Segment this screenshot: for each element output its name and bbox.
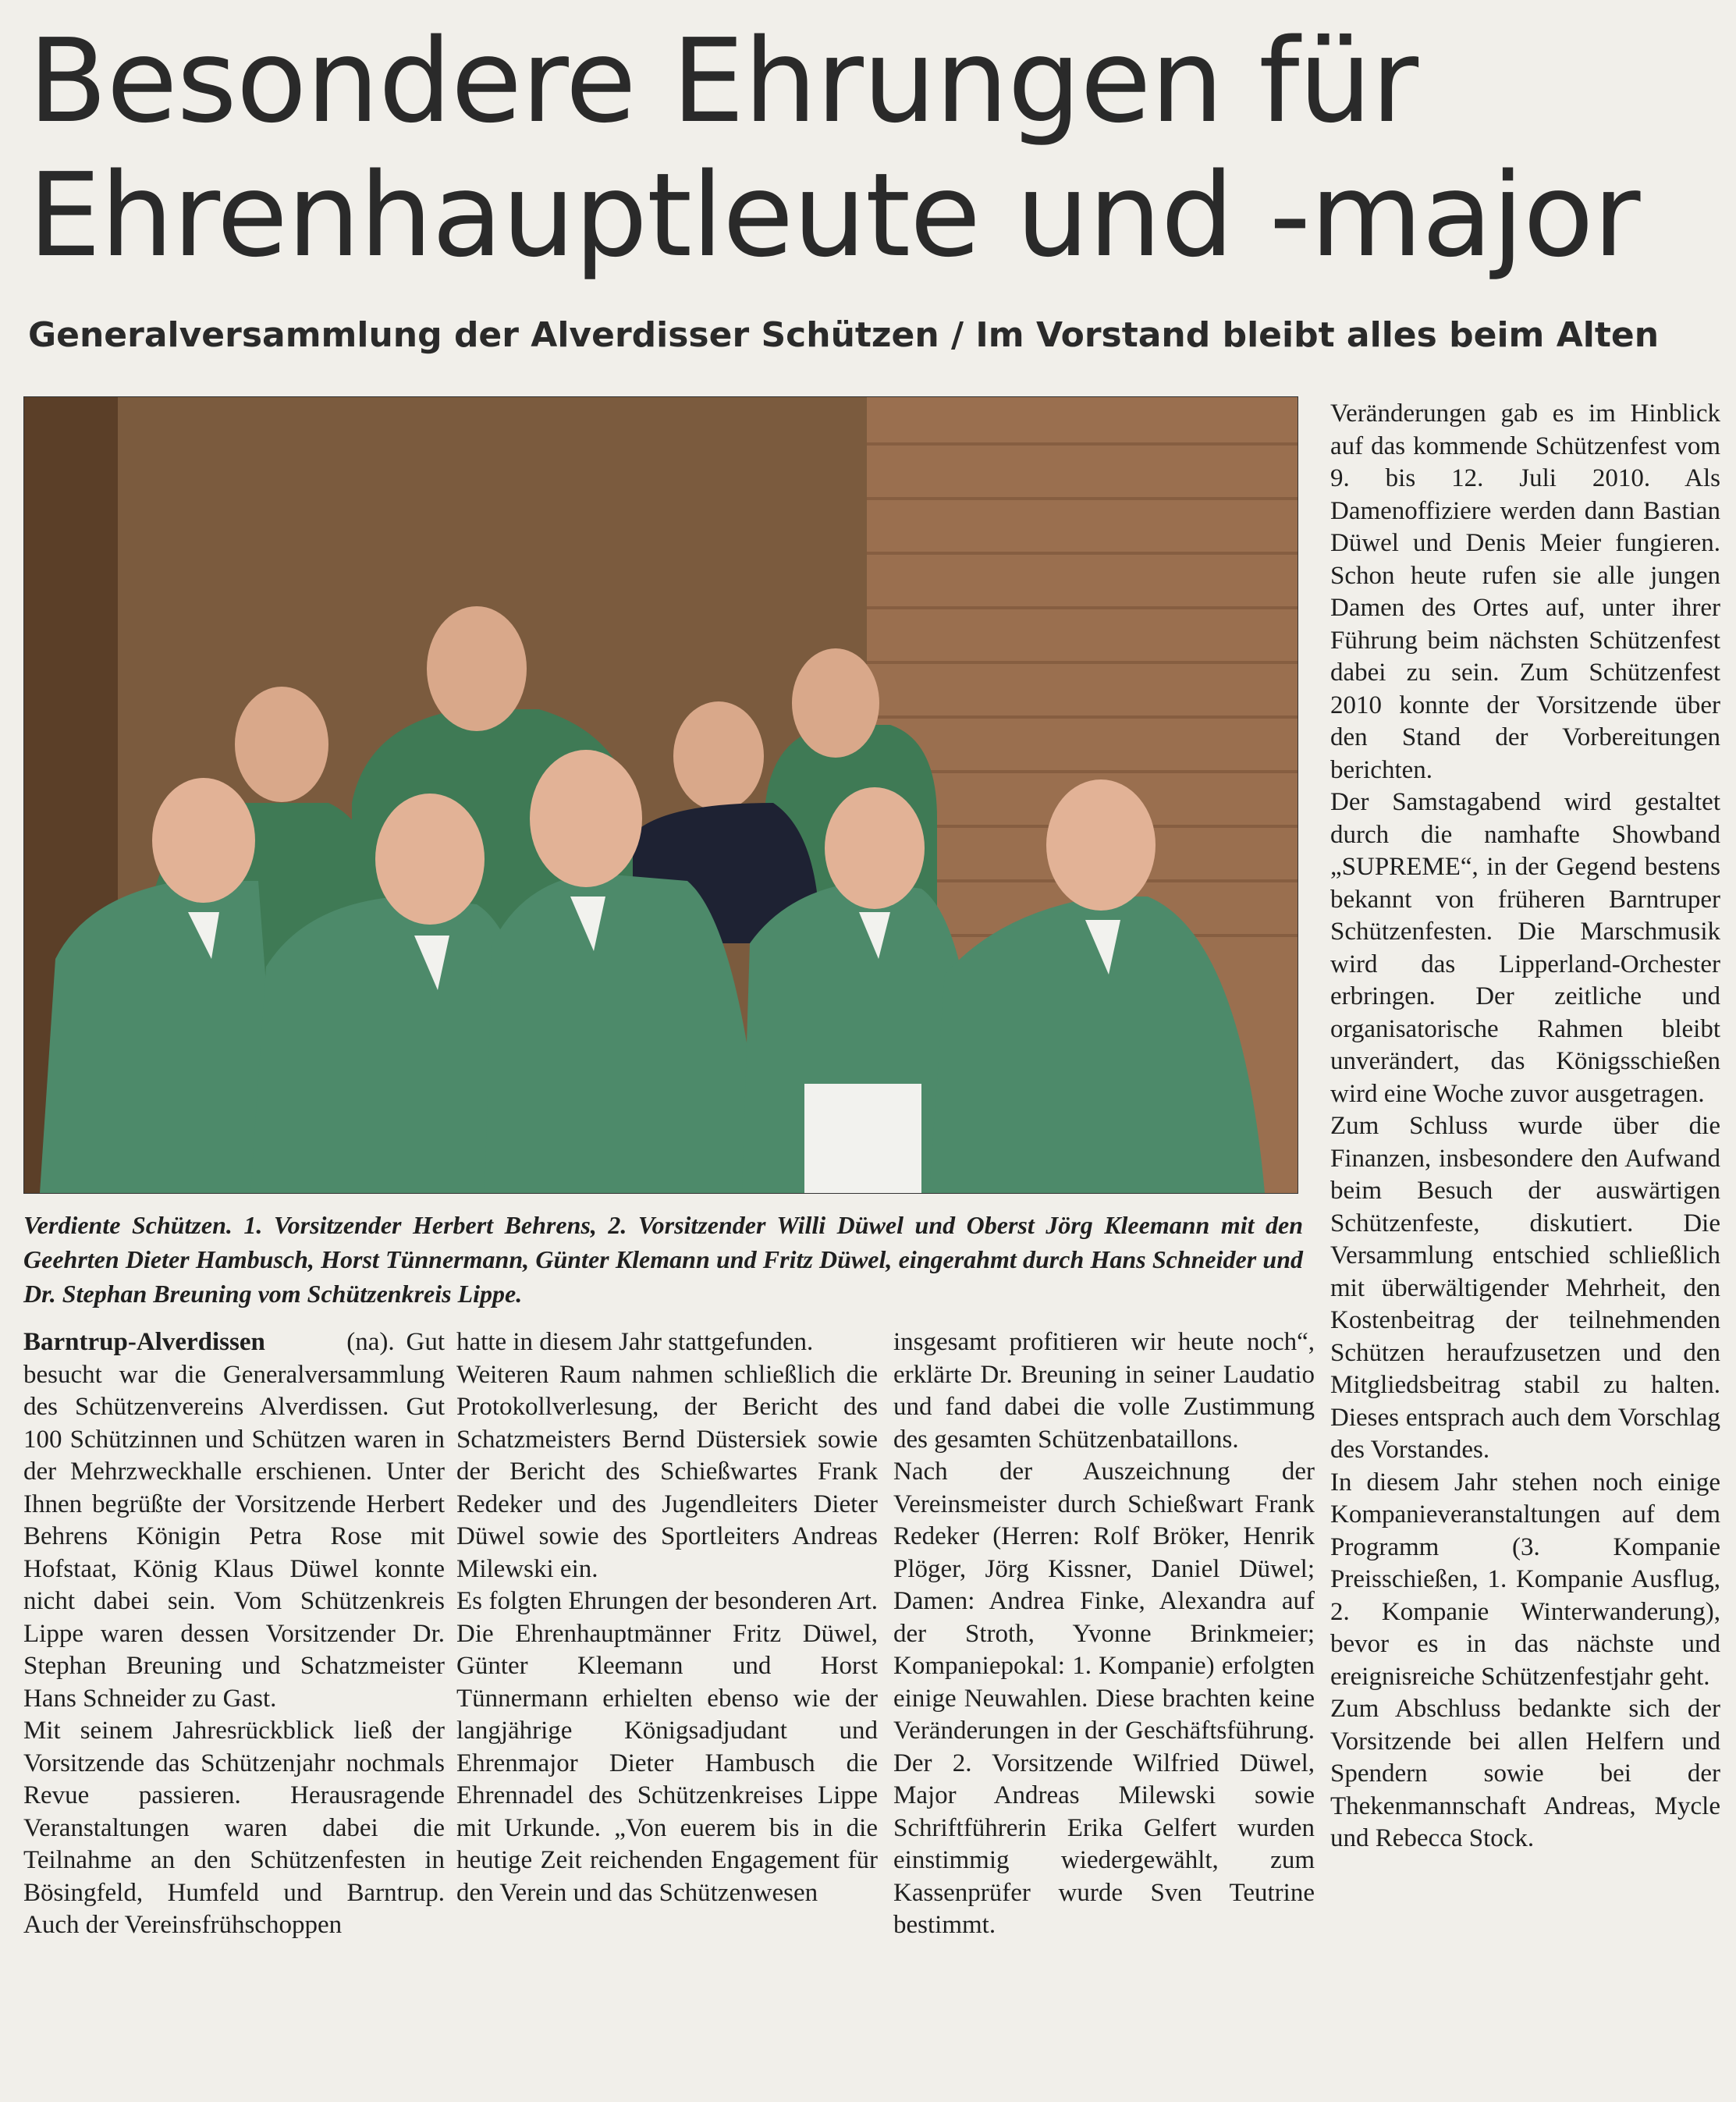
paragraph: Veränderungen gab es im Hinblick auf das kommende Schützenfest vom 9. bis 12. Juli 2010. Als Damenoffiziere werden dann Bastian Düwel und Denis Meier fungieren. Schon heute rufen sie alle jungen Damen des Ortes auf, unter ihrer Führung beim nächsten Schützenfest dabei zu sein. Zum Schützenfest 2010 konnte der Vorsitzende über den Stand der Vorbereitungen berichten.: [1330, 399, 1720, 784]
headline: [28, 14, 1721, 282]
headline-line-1: Besondere Ehrungen für: [28, 14, 1418, 148]
group-photo-illustration: [24, 397, 1298, 1193]
subheadline: Generalversammlung der Alverdisser Schützen / Im Vorstand bleibt alles beim Alten: [28, 315, 1660, 355]
lead-paragraph: [23, 1326, 445, 1715]
group-photo: [23, 396, 1298, 1194]
photo-caption: Verdiente Schützen. 1. Vorsitzender Herbert Behrens, 2. Vorsitzender Willi Düwel und Oberst Jörg Kleemann mit den Geehrten Dieter Hambusch, Horst Tünnermann, Günter Klemann und Fritz Düwel, eingerahmt durch Hans Schneider und Dr. Stephan Breuning vom Schützenkreis Lippe.: [23, 1211, 1303, 1308]
headline-line-2: Ehrenhauptleute und -major: [28, 148, 1640, 282]
dateline: Barntrup-Alverdissen: [23, 1328, 265, 1356]
paragraph: Gut besucht war die Generalversammlung des Schützenvereins Alverdissen. Gut 100 Schützinnen und Schützen waren in der Mehrzweckhalle erschienen. Unter Ihnen begrüßte der Vorsitzende Herbert Behrens Königin Petra Rose mit Hofstaat, König Klaus Düwel konnte nicht dabei sein. Vom Schützenkreis Lippe waren dessen Vorsitzender Dr. Stephan Breuning und Schatzmeister Hans Schneider zu Gast.: [23, 1328, 446, 1713]
paragraph: In diesem Jahr stehen noch einige Kompanieveranstaltungen auf dem Programm (3. Kompanie Preisschießen, 1. Kompanie Ausflug, 2. Kompanie Winterwanderung), bevor es in das nächste und ereignisreiche Schützenfestjahr geht.: [1330, 1468, 1720, 1691]
paragraph: Der Samstagabend wird gestaltet durch die namhafte Showband „SUPREME“, in der Gegend bestens bekannt von früheren Barntruper Schützenfesten. Die Marschmusik wird das Lipperland-Orchester erbringen. Der zeitliche und organisatorische Rahmen bleibt unverändert, das Königsschießen wird eine Woche zuvor ausgetragen.: [1330, 788, 1720, 1108]
author-tag: (na).: [346, 1328, 395, 1356]
paragraph: insgesamt profitieren wir heute noch“, erklärte Dr. Breuning in seiner Laudatio und fand dabei die volle Zustimmung des gesamten Schützenbataillons.: [893, 1328, 1315, 1454]
paragraph: hatte in diesem Jahr stattgefunden.: [456, 1328, 814, 1356]
article-column-2: [456, 1326, 878, 1909]
paragraph: Zum Abschluss bedankte sich der Vorsitzende bei allen Helfern und Spendern sowie bei der Thekenmannschaft Andreas, Mycle und Rebecca Stock.: [1330, 1695, 1720, 1852]
article-column-1: [23, 1326, 445, 1942]
paragraph: Nach der Auszeichnung der Vereinsmeister durch Schießwart Frank Redeker (Herren: Rolf Bröker, Henrik Plöger, Jörg Kissner, Daniel Düwel; Damen: Andrea Finke, Alexandra auf der Stroth, Yvonne Brinkmeier; Kompaniepokal: 1. Kompanie) erfolgten einige Neuwahlen. Diese brachten keine Veränderungen in der Geschäftsführung. Der 2. Vorsitzende Wilfried Düwel, Major Andreas Milewski sowie Schriftführerin Erika Gelfert wurden einstimmig wiedergewählt, zum Kassenprüfer wurde Sven Teutrine bestimmt.: [893, 1458, 1315, 1939]
paragraph: Mit seinem Jahresrückblick ließ der Vorsitzende das Schützenjahr nochmals Revue passieren. Herausragende Veranstaltungen waren dabei die Teilnahme an den Schützenfesten in Bösingfeld, Humfeld und Barntrup. Auch der Vereinsfrühschoppen: [23, 1717, 445, 1939]
paragraph: Weiteren Raum nahmen schließlich die Protokollverlesung, der Bericht des Schatzmeisters Bernd Düstersiek sowie der Bericht des Schießwartes Frank Redeker und des Jugendleiters Dieter Düwel sowie des Sportleiters Andreas Milewski ein.: [456, 1360, 878, 1583]
paragraph: Zum Schluss wurde über die Finanzen, insbesondere den Aufwand beim Besuch der auswärtigen Schützenfeste, diskutiert. Die Versammlung entschied schließlich mit überwältigender Mehrheit, den Kostenbeitrag der teilnehmenden Schützen heraufzusetzen und den Mitgliedsbeitrag stabil zu halten. Dieses entsprach auch dem Vorschlag des Vorstandes.: [1330, 1112, 1720, 1464]
paragraph: Es folgten Ehrungen der besonderen Art. Die Ehrenhauptmänner Fritz Düwel, Günter Kleemann und Horst Tünnermann erhielten ebenso wie der langjährige Königsadjudant und Ehrenmajor Dieter Hambusch die Ehrennadel des Schützenkreises Lippe mit Urkunde. „Von euerem bis in die heutige Zeit reichenden Engagement für den Verein und das Schützenwesen: [456, 1587, 878, 1907]
article-column-3: [893, 1326, 1315, 1942]
article-column-4: [1330, 398, 1720, 1855]
